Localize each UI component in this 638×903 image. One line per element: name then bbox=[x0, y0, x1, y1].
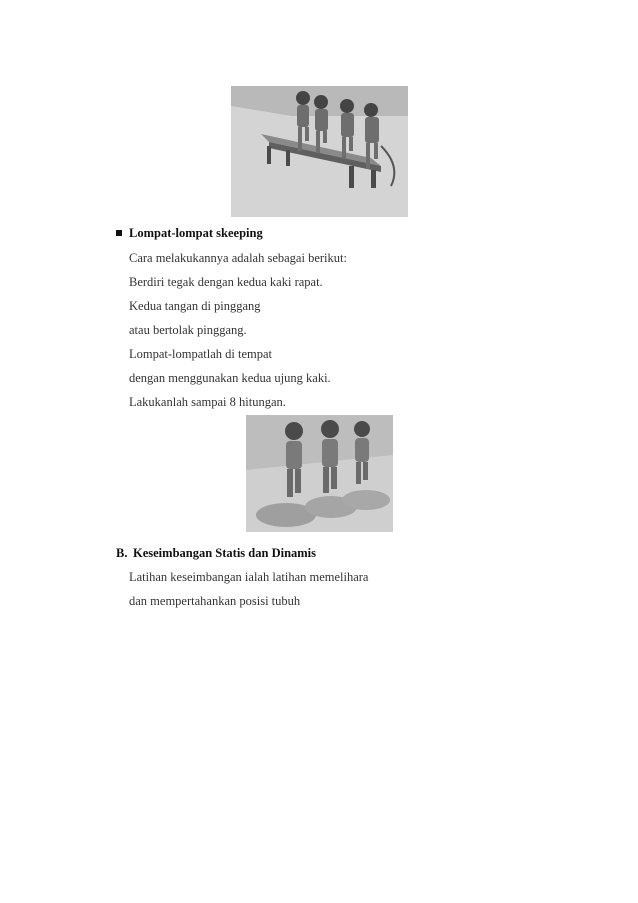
bench-exercise-illustration bbox=[231, 86, 408, 217]
paragraph-line: Lompat-lompatlah di tempat bbox=[129, 347, 273, 361]
paragraph-line: Latihan keseimbangan ialah latihan memelihara bbox=[129, 570, 369, 584]
section-heading-keseimbangan: Keseimbangan Statis dan Dinamis bbox=[133, 546, 317, 560]
section-b-marker: B. bbox=[116, 546, 128, 560]
paragraph-line: Kedua tangan di pinggang bbox=[129, 299, 261, 313]
skipping-children-illustration bbox=[246, 415, 393, 532]
paragraph-line: Cara melakukannya adalah sebagai berikut: bbox=[129, 251, 347, 265]
paragraph-line: dengan menggunakan kedua ujung kaki. bbox=[129, 371, 331, 385]
paragraph-line: atau bertolak pinggang. bbox=[129, 323, 247, 337]
bullet-marker bbox=[116, 230, 122, 236]
paragraph-line: dan mempertahankan posisi tubuh bbox=[129, 594, 301, 608]
paragraph-line: Berdiri tegak dengan kedua kaki rapat. bbox=[129, 275, 323, 289]
paragraph-line: Lakukanlah sampai 8 hitungan. bbox=[129, 395, 286, 409]
section-heading-skeeping: Lompat-lompat skeeping bbox=[129, 226, 263, 240]
